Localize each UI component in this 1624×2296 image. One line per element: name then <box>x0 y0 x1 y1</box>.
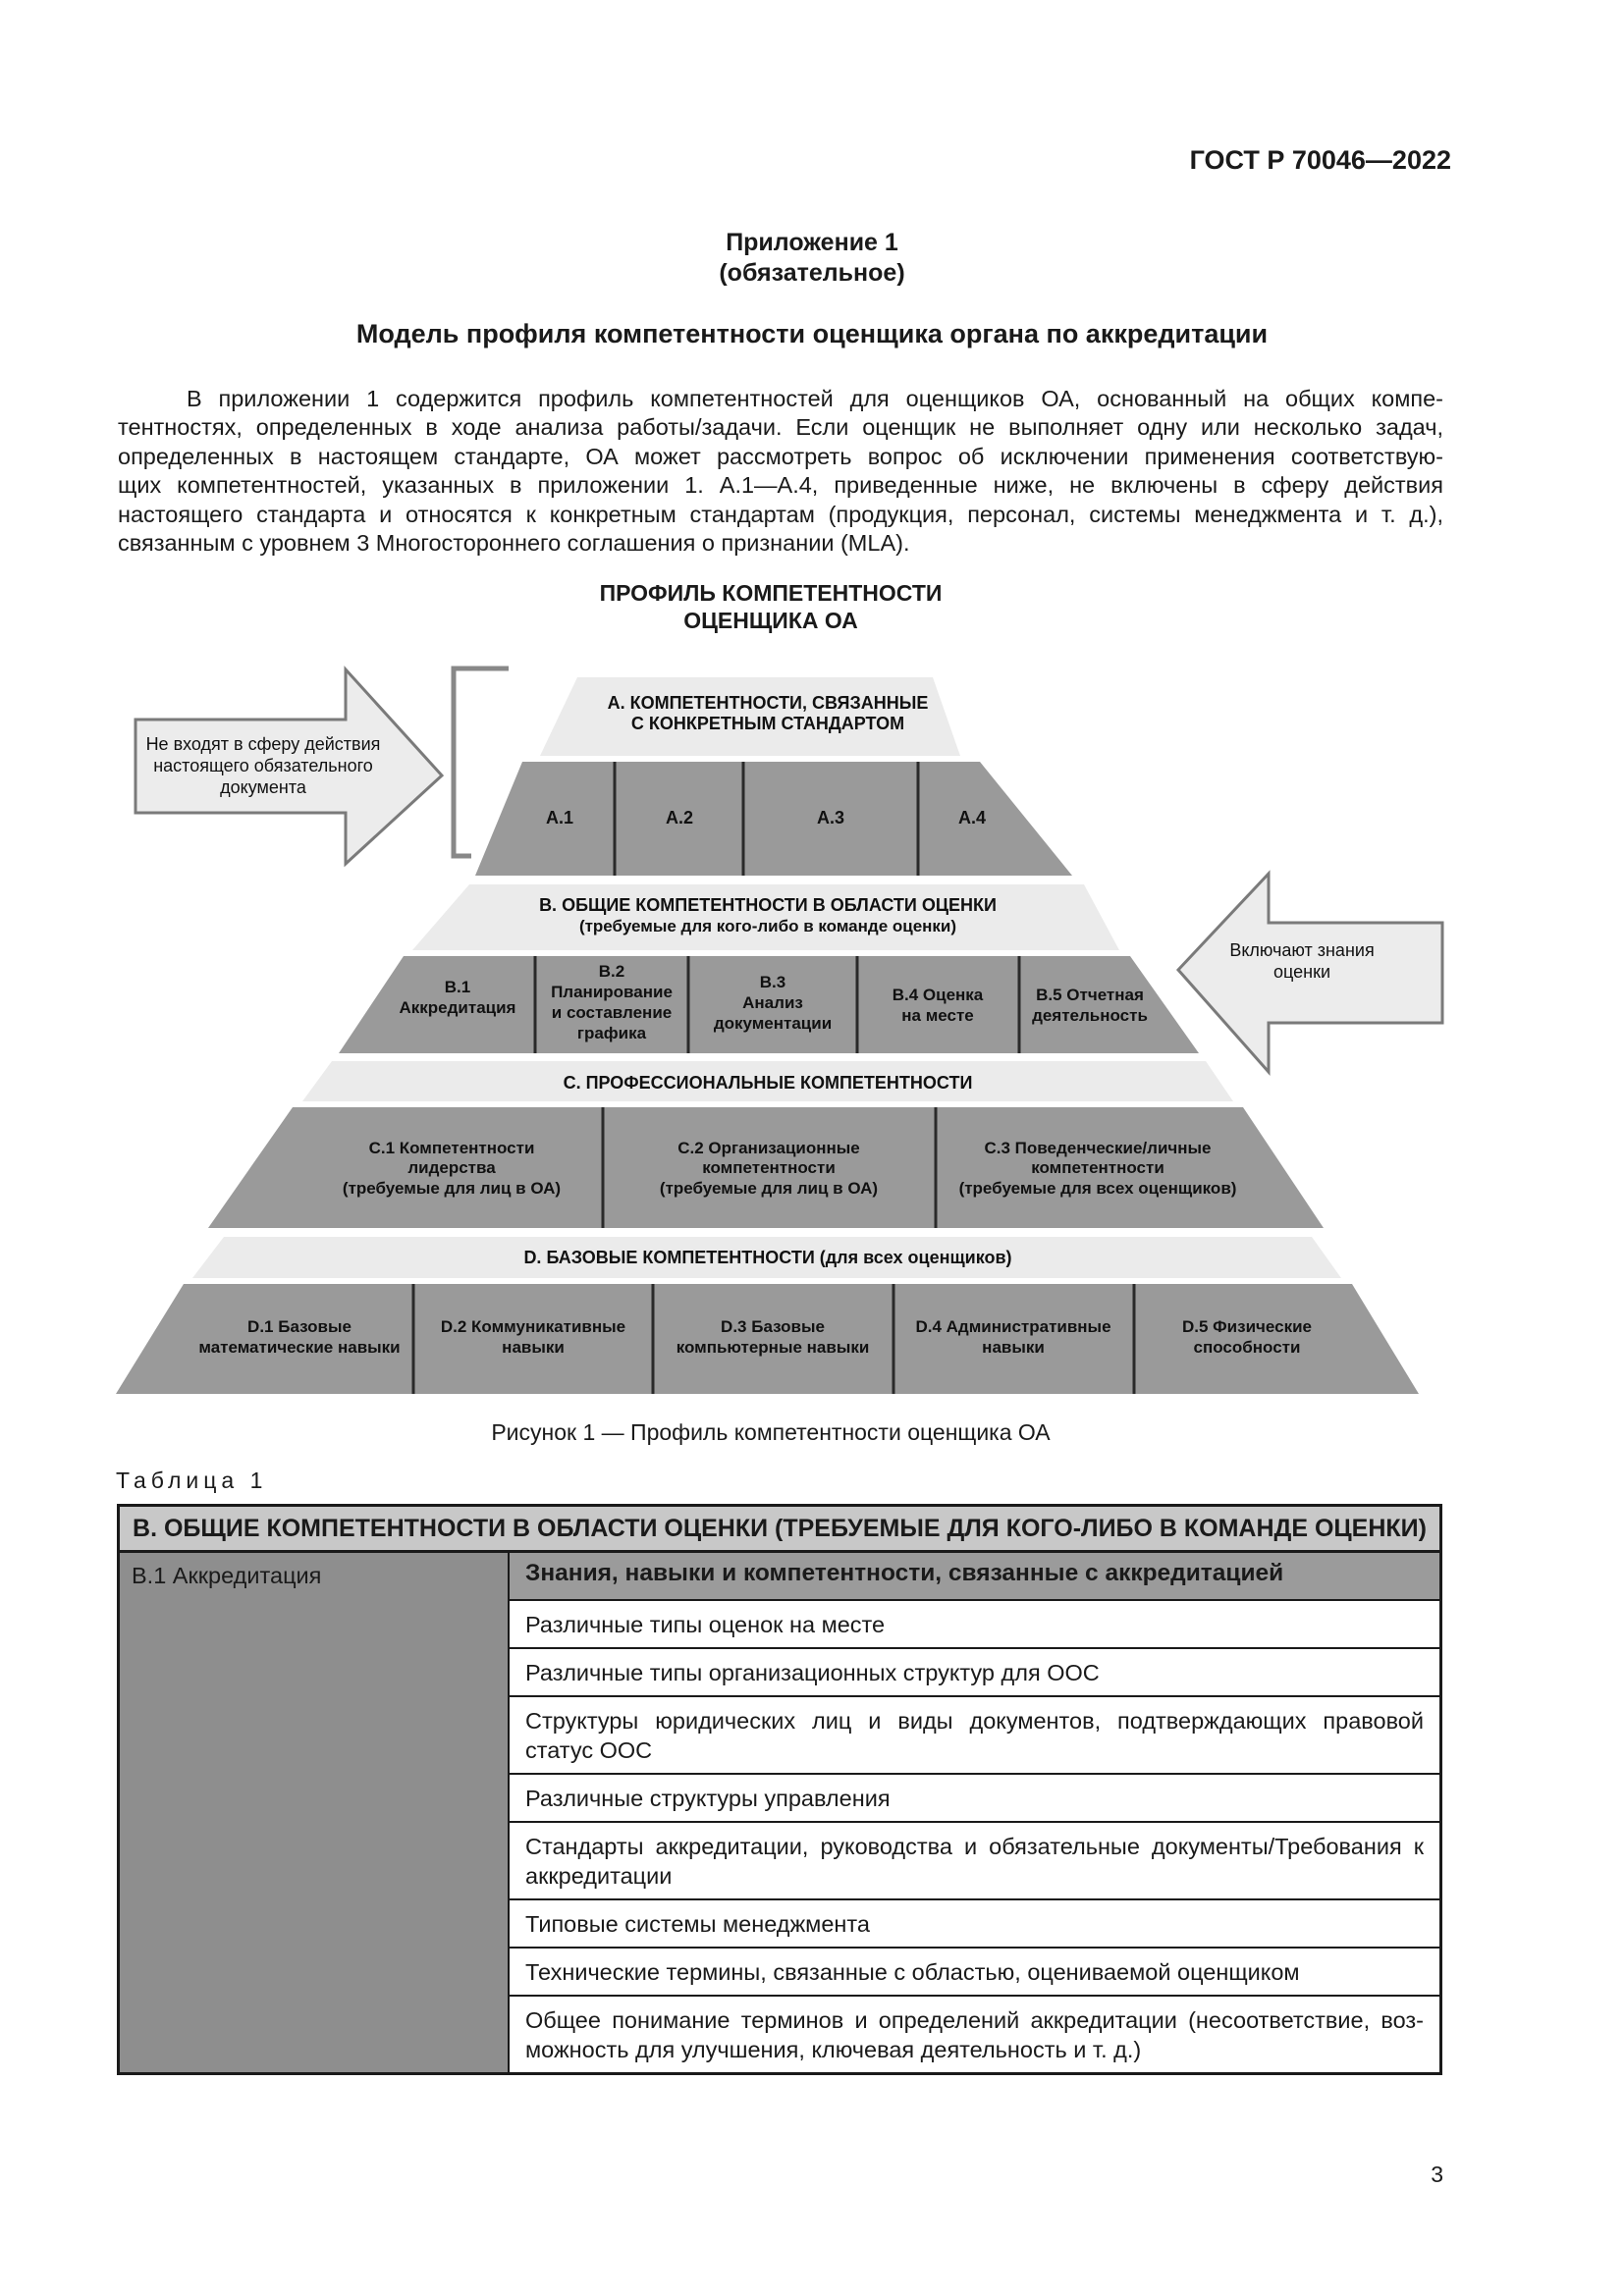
figure-title-line: ПРОФИЛЬ КОМПЕТЕНТНОСТИ <box>599 580 943 606</box>
level-b-item-line: деятельность <box>1032 1006 1148 1025</box>
table-cell: Структуры юридических лиц и виды документов, подтверждающих правовой статус ООС <box>509 1696 1441 1774</box>
level-c-item-line: компетентности <box>702 1158 836 1177</box>
level-c-item-line: С.2 Организационные <box>677 1139 860 1157</box>
left-arrow-line: настоящего обязательного <box>153 756 373 775</box>
level-c-item-line: С.1 Компетентности <box>368 1139 535 1157</box>
level-d-item-line: навыки <box>982 1338 1045 1357</box>
level-b-item-line: графика <box>576 1024 647 1042</box>
level-b-item-line: В.1 <box>444 978 471 996</box>
standard-number: ГОСТ Р 70046—2022 <box>1189 145 1451 175</box>
page-number: 3 <box>1431 2162 1443 2187</box>
level-a-line: С КОНКРЕТНЫМ СТАНДАРТОМ <box>630 714 905 733</box>
level-c-line: С. ПРОФЕССИОНАЛЬНЫЕ КОМПЕТЕНТНОСТИ <box>563 1073 973 1093</box>
competence-table <box>117 1504 1442 2075</box>
right-arrow-line: оценки <box>1273 962 1330 982</box>
level-d-item-line: компьютерные навыки <box>676 1338 870 1357</box>
level-d-item-line: способности <box>1193 1338 1301 1357</box>
level-d-item-line: D.3 Базовые <box>721 1317 825 1336</box>
appendix-status: (обязательное) <box>719 259 905 287</box>
level-a-item: А.2 <box>665 808 694 828</box>
level-b-item-line: и составление <box>551 1003 673 1022</box>
table-cell: Различные структуры управления <box>509 1774 1441 1822</box>
level-c-item-line: (требуемые для всех оценщиков) <box>958 1179 1237 1198</box>
level-a-line: А. КОМПЕТЕНТНОСТИ, СВЯЗАННЫЕ <box>607 693 929 713</box>
level-a-item: А.3 <box>816 808 845 828</box>
table-subheader: Знания, навыки и компетентности, связанные с аккредитацией <box>509 1552 1441 1601</box>
table-header: В. ОБЩИЕ КОМПЕТЕНТНОСТИ В ОБЛАСТИ ОЦЕНКИ (ТРЕБУЕМЫЕ ДЛЯ КОГО-ЛИБО В КОМАНДЕ ОЦЕНКИ) <box>119 1506 1441 1552</box>
level-c-item-line: лидерства <box>407 1158 496 1177</box>
level-a-item: А.1 <box>545 808 574 828</box>
table-cell: Различные типы оценок на месте <box>509 1600 1441 1648</box>
level-b-item-line: Планирование <box>551 983 673 1001</box>
table-cell: Различные типы организационных структур для ООС <box>509 1648 1441 1696</box>
level-b-item-line: В.3 <box>759 973 786 991</box>
table-row <box>119 1552 1441 1601</box>
table-header-row <box>119 1506 1441 1552</box>
section-title: Модель профиля компетентности оценщика органа по аккредитации <box>355 319 1269 348</box>
level-c-item-line: (требуемые для лиц в ОА) <box>342 1179 562 1198</box>
table-cell: Технические термины, связанные с областью, оцениваемой оценщиком <box>509 1948 1441 1996</box>
intro-line: щих компетентностей, указанных в приложении 1. А.1—А.4, приведенные ниже, не включены в сферу действия <box>118 472 1443 499</box>
table-label: Таблица 1 <box>116 1468 268 1493</box>
intro-line: В приложении 1 содержится профиль компетентностей для оценщиков ОА, основанный на общих компе- <box>187 386 1443 411</box>
level-b-item-line: В.2 <box>598 962 625 981</box>
table-row-label: В.1 Аккредитация <box>119 1552 510 2074</box>
table-cell: Типовые системы менеджмента <box>509 1899 1441 1948</box>
intro-line: определенных в настоящем стандарте, ОА может рассмотреть вопрос об исключении применения соответствую- <box>118 443 1443 469</box>
level-b-item-line: документации <box>713 1014 833 1033</box>
level-b-item-line: Аккредитация <box>399 998 516 1017</box>
level-b-item-line: В.5 Отчетная <box>1036 986 1144 1004</box>
right-arrow-line: Включают знания <box>1229 940 1375 960</box>
level-d-item-line: D.5 Физические <box>1181 1317 1313 1336</box>
intro-line: тентностях, определенных в ходе анализа работы/задачи. Если оценщик не выполняет одну или несколько задач, <box>118 414 1443 441</box>
level-d-item-line: навыки <box>502 1338 565 1357</box>
figure-caption: Рисунок 1 — Профиль компетентности оценщика ОА <box>491 1419 1051 1445</box>
intro-line: связанным с уровнем 3 Многостороннего соглашения о признании (MLA). <box>118 530 910 557</box>
intro-line: настоящего стандарта и относятся к конкретным стандартам (продукция, персонал, системы менеджмента и т. д.), <box>118 501 1443 527</box>
left-arrow-line: Не входят в сферу действия <box>145 734 381 754</box>
level-b-item-line: В.4 Оценка <box>892 986 984 1004</box>
level-d-item-line: D.4 Административные <box>915 1317 1111 1336</box>
level-a-item: А.4 <box>957 808 987 828</box>
left-arrow-line: документа <box>220 777 306 797</box>
figure-title-line: ОЦЕНЩИКА ОА <box>683 608 858 633</box>
level-b-line: (требуемые для кого-либо в команде оценки) <box>578 917 957 935</box>
level-d-item-line: математические навыки <box>198 1338 401 1357</box>
level-c-item-line: С.3 Поведенческие/личные <box>984 1139 1212 1157</box>
level-c-item-line: (требуемые для лиц в ОА) <box>659 1179 879 1198</box>
table-cell: Стандарты аккредитации, руководства и обязательные документы/Требования к аккредитации <box>509 1822 1441 1899</box>
level-d-line: D. БАЗОВЫЕ КОМПЕТЕНТНОСТИ (для всех оценщиков) <box>523 1248 1012 1267</box>
level-d-item-line: D.1 Базовые <box>247 1317 352 1336</box>
level-b-line: В. ОБЩИЕ КОМПЕТЕНТНОСТИ В ОБЛАСТИ ОЦЕНКИ <box>539 895 997 915</box>
level-b-item-line: на месте <box>901 1006 974 1025</box>
table-cell: Общее понимание терминов и определений аккредитации (несоответствие, возможность для улучшения, ключевая деятельность и т. д.) <box>509 1996 1441 2074</box>
level-d-item-line: D.2 Коммуникативные <box>440 1317 626 1336</box>
level-c-item-line: компетентности <box>1031 1158 1164 1177</box>
appendix-title: Приложение 1 <box>726 229 898 256</box>
level-b-item-line: Анализ <box>742 993 803 1012</box>
